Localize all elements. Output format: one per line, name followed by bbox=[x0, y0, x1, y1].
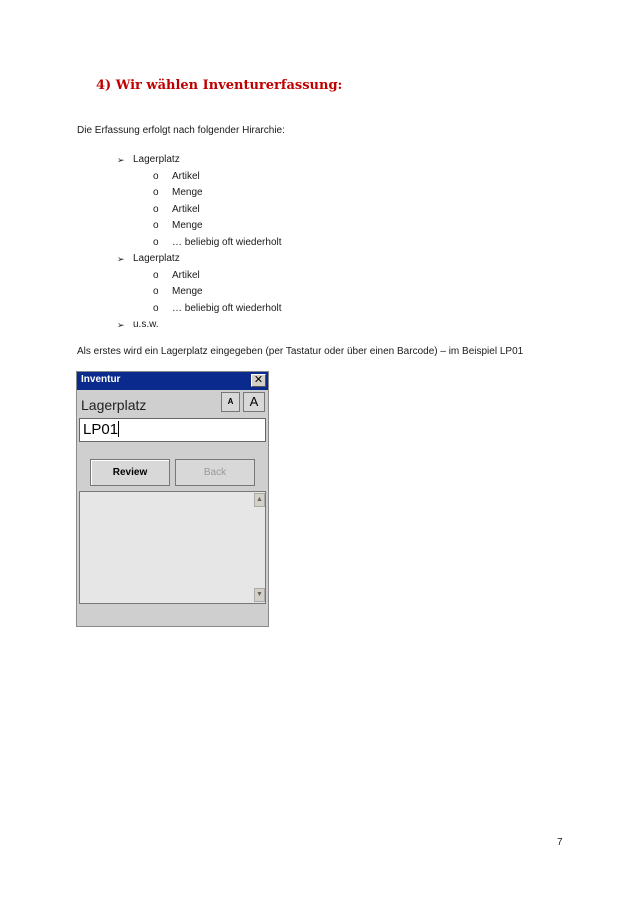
outline-item-text: … beliebig oft wiederholt bbox=[172, 236, 282, 248]
outline-item-text: Menge bbox=[172, 187, 203, 198]
font-larger-button[interactable]: A bbox=[243, 392, 265, 412]
review-button[interactable]: Review bbox=[90, 459, 170, 486]
outline-item-text: Artikel bbox=[172, 269, 200, 281]
outline-item-text: Lagerplatz bbox=[133, 253, 180, 264]
arrow-bullet-icon: ➢ bbox=[117, 155, 125, 165]
lagerplatz-input[interactable] bbox=[79, 418, 266, 442]
vertical-scrollbar[interactable] bbox=[254, 492, 265, 603]
circle-bullet-icon: o bbox=[153, 220, 159, 231]
scroll-up-icon[interactable]: ▲ bbox=[254, 493, 265, 507]
close-icon[interactable]: ✕ bbox=[251, 374, 266, 387]
circle-bullet-icon: o bbox=[153, 236, 159, 248]
circle-bullet-icon: o bbox=[153, 187, 159, 198]
input-value: LP01 bbox=[83, 421, 119, 438]
page-number: 7 bbox=[557, 837, 563, 848]
scroll-down-icon[interactable]: ▼ bbox=[254, 588, 265, 602]
device-screenshot bbox=[76, 371, 269, 627]
lagerplatz-label: Lagerplatz bbox=[81, 397, 147, 413]
circle-bullet-icon: o bbox=[153, 170, 159, 182]
arrow-bullet-icon: ➢ bbox=[117, 254, 125, 264]
circle-bullet-icon: o bbox=[153, 203, 159, 215]
section-heading: 4) Wir wählen Inventurerfassung: bbox=[96, 78, 343, 93]
arrow-bullet-icon: ➢ bbox=[117, 320, 125, 330]
window-titlebar bbox=[77, 372, 268, 390]
font-smaller-button[interactable]: A bbox=[221, 392, 240, 412]
circle-bullet-icon: o bbox=[153, 286, 159, 297]
outline-item-text: u.s.w. bbox=[133, 319, 159, 330]
intro-paragraph: Die Erfassung erfolgt nach folgender Hirarchie: bbox=[77, 125, 285, 136]
window-title: Inventur bbox=[81, 374, 121, 385]
outline-item-text: … beliebig oft wiederholt bbox=[172, 302, 282, 314]
instruction-paragraph: Als erstes wird ein Lagerplatz eingegeben (per Tastatur oder über einen Barcode) – im Beispiel LP01 bbox=[77, 346, 524, 357]
outline-item-text: Lagerplatz bbox=[133, 154, 180, 165]
outline-item-text: Artikel bbox=[172, 203, 200, 215]
outline-item-text: Artikel bbox=[172, 170, 200, 182]
outline-item-text: Menge bbox=[172, 286, 203, 297]
back-button[interactable]: Back bbox=[175, 459, 255, 486]
text-caret bbox=[118, 421, 119, 437]
circle-bullet-icon: o bbox=[153, 302, 159, 314]
result-listbox[interactable] bbox=[79, 491, 266, 604]
outline-item-text: Menge bbox=[172, 220, 203, 231]
circle-bullet-icon: o bbox=[153, 269, 159, 281]
